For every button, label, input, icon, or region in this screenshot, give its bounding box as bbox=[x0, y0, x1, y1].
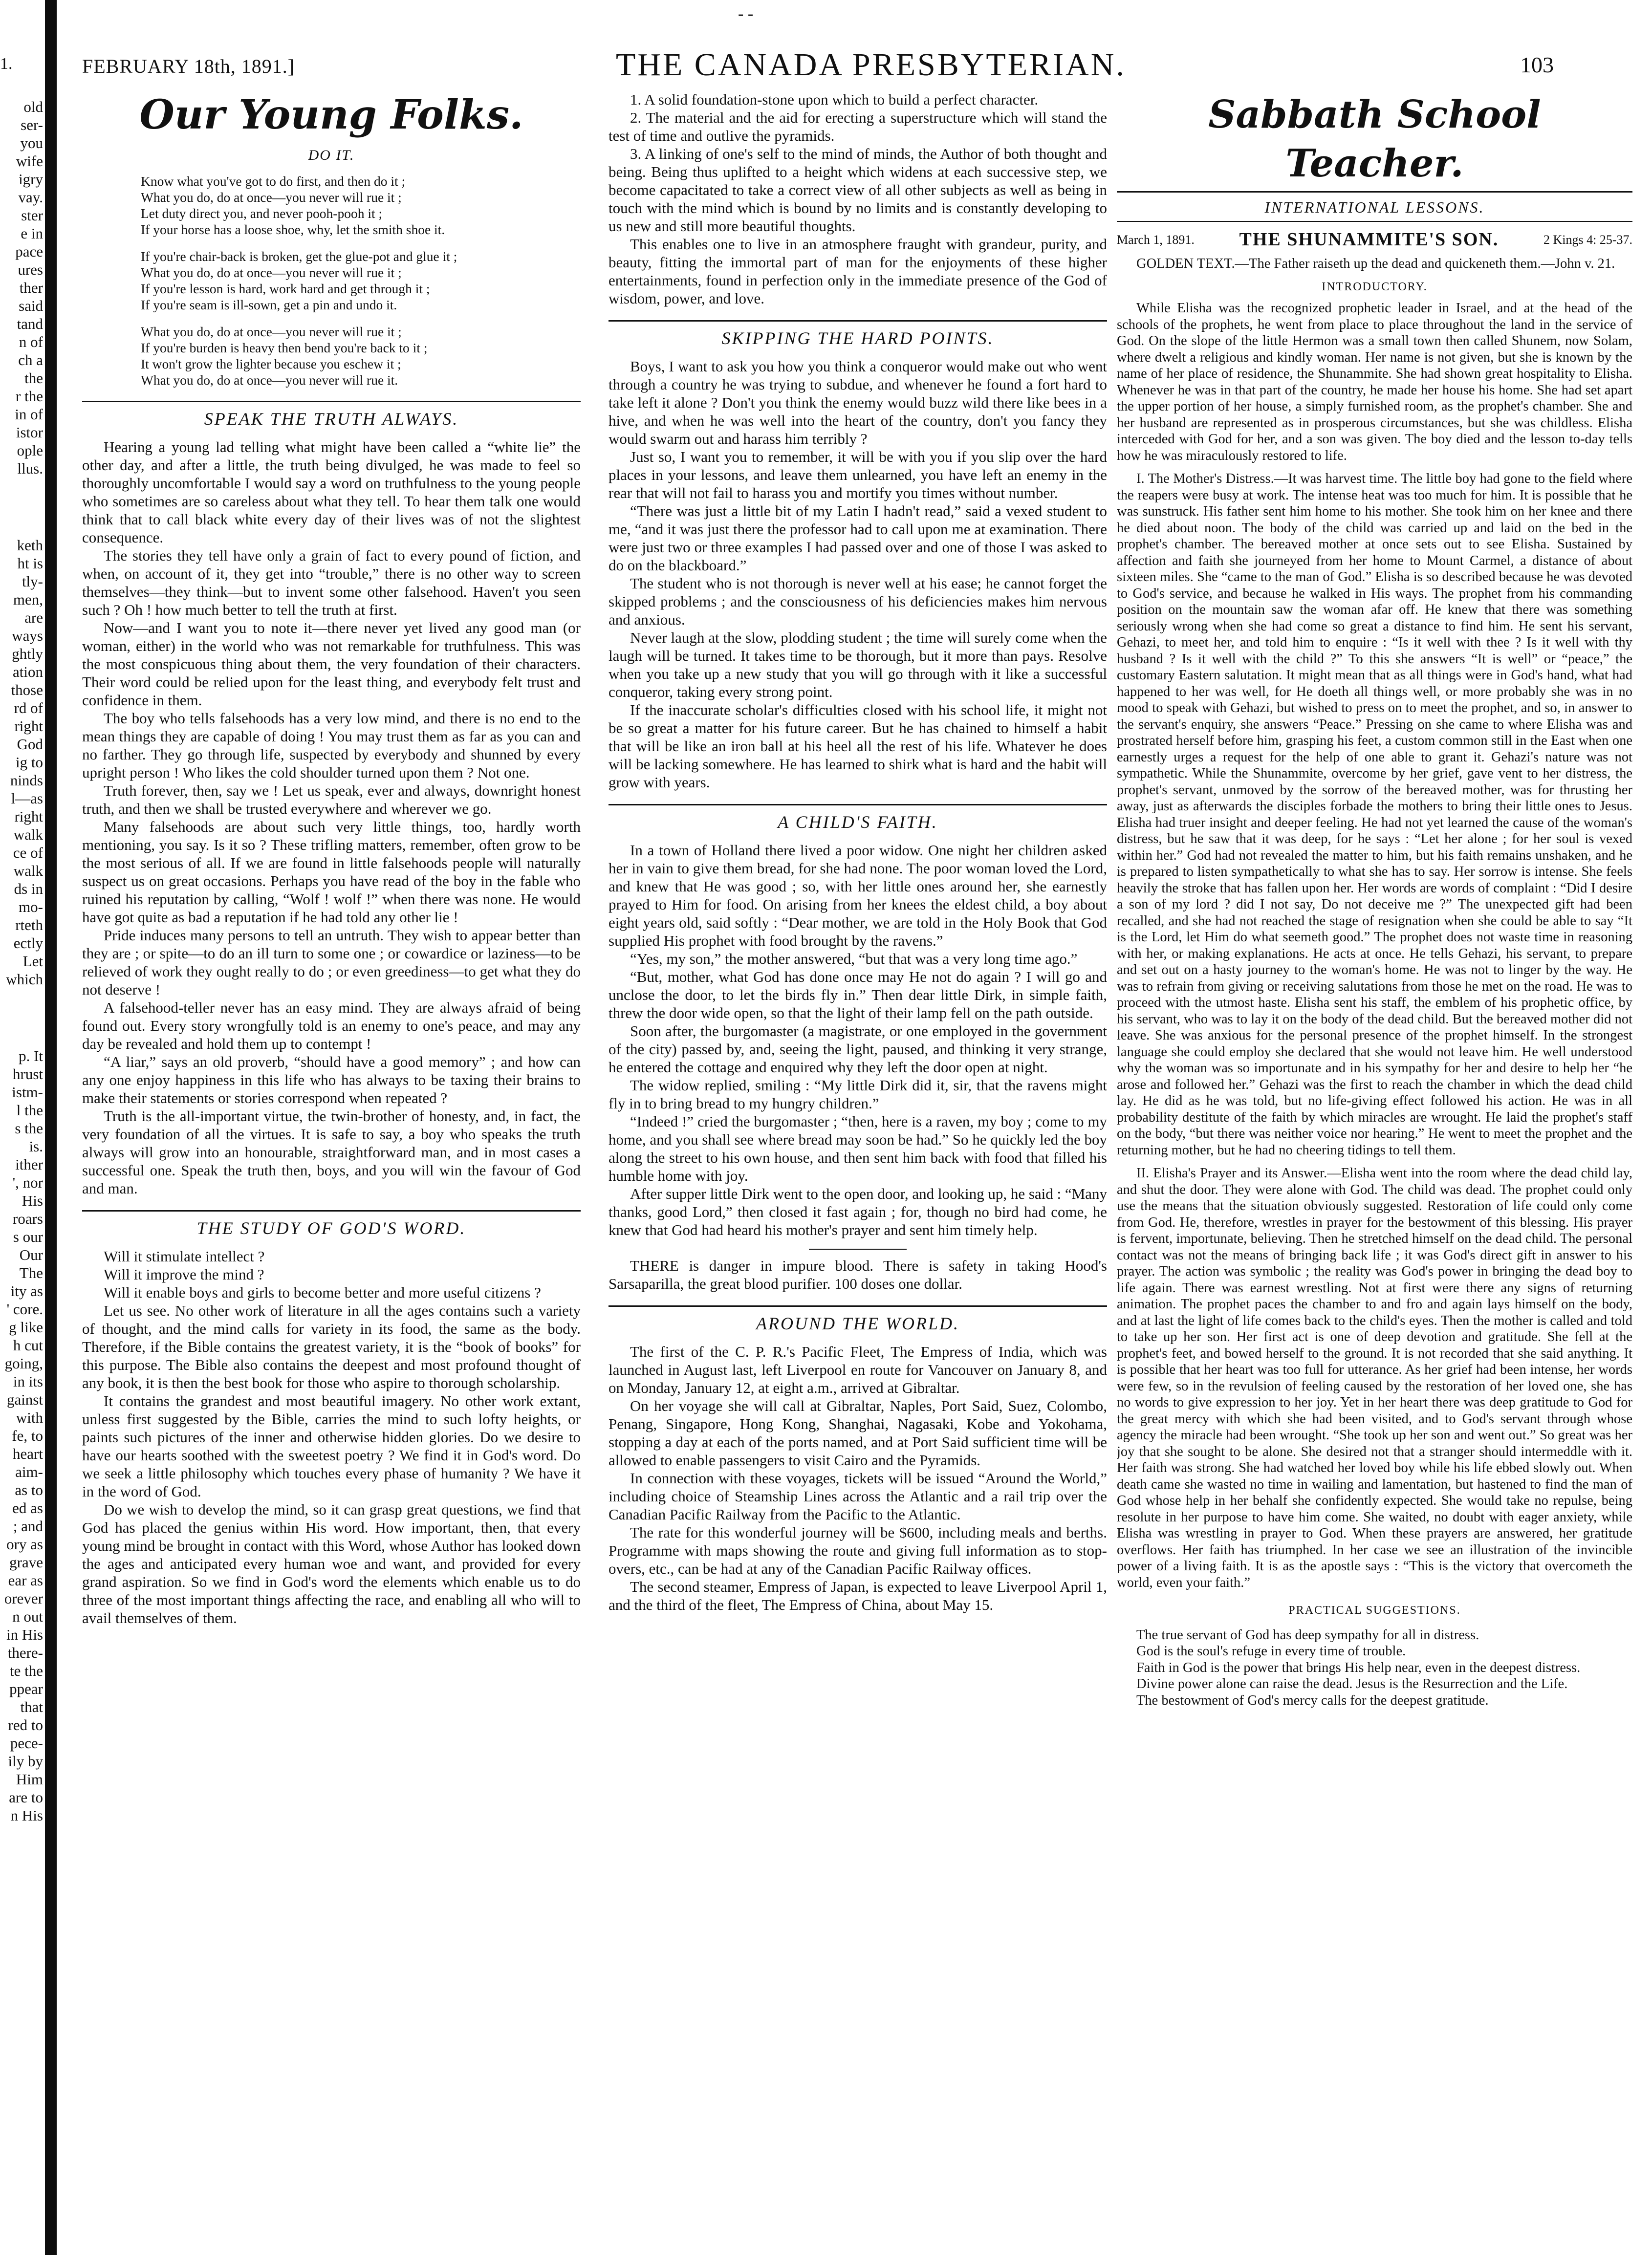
fragment-line: n out bbox=[12, 1608, 43, 1625]
article-title-childs-faith: A CHILD'S FAITH. bbox=[609, 804, 1107, 831]
fragment-line: there- bbox=[7, 1644, 43, 1661]
fragment-line: pece- bbox=[10, 1735, 43, 1752]
suggestion-item: The true servant of God has deep sympathy for all in distress. bbox=[1136, 1627, 1479, 1643]
fragment-group-1 bbox=[0, 98, 43, 477]
lesson-title: THE SHUNAMMITE'S SON. bbox=[1239, 229, 1499, 250]
fragment-line: with bbox=[16, 1409, 43, 1426]
lesson-date: March 1, 1891. bbox=[1117, 232, 1195, 247]
fragment-line: wife bbox=[16, 152, 43, 170]
fragment-line: ily by bbox=[8, 1753, 43, 1770]
fragment-line: ectly bbox=[13, 934, 43, 952]
paragraph: This enables one to live in an atmosphere fraught with grandeur, purity, and beauty, fitting the immortal part of man for the enjoyments of these higher entertainments, found in perfection only in the immediate presence of the God of wisdom, power, and love. bbox=[609, 236, 1107, 307]
fragment-line: Our bbox=[19, 1246, 43, 1263]
article-title-speak-truth: SPEAK THE TRUTH ALWAYS. bbox=[82, 401, 581, 428]
fragment-line: ch a bbox=[18, 351, 43, 369]
fragment-line: the bbox=[24, 369, 43, 387]
paragraph: Do we wish to develop the mind, so it can grasp great questions, we find that God has placed the genius within His word. How important, then, that every young mind be brought in contact with this Word, whose Author has looked down the ages and anticipated every human woe and want, and provided for every grand aspiration. So we find in God's word the elements which enable us to do three of the most important things affecting the race, and enabling all who will to avail themselves of them. bbox=[82, 1501, 581, 1626]
paragraph: A falsehood-teller never has an easy mind. They are always afraid of being found out. Every story wrongfully told is an enemy to one's peace, and may any day be revealed and hold them up to contempt ! bbox=[82, 999, 581, 1052]
paragraph: The first of the C. P. R.'s Pacific Fleet, The Empress of India, which was launched in August last, left Liverpool en route for Vancouver on January 8, and on Monday, January 12, at eight a.m., arrived at Gibraltar. bbox=[609, 1343, 1107, 1396]
fragment-line: g like bbox=[9, 1319, 43, 1336]
suggestion-item: Faith in God is the power that brings His help near, even in the deepest distress. bbox=[1136, 1660, 1581, 1675]
section-heading-sabbath-school: Sabbath School Teacher. bbox=[1117, 90, 1632, 193]
page-number: 103 bbox=[1520, 52, 1554, 77]
fragment-line: tand bbox=[17, 315, 43, 332]
fragment-line: walk bbox=[13, 826, 43, 843]
fragment-line: Let bbox=[22, 953, 43, 970]
introductory-paragraph: While Elisha was the recognized prophetic leader in Israel, and at the head of the schools of the prophets, he went from place to place throughout the land in the service of God. On the slope of the little Hermon was a small town then called Shunem, now Solam, where dwelt a religious and kindly woman. Her name is not given, but she is known by the name of her place of residence, the Shunammite. She had shown great hospitality to Elisha. Whenever he was in that part of the country, he made her house his home. She had set apart the upper portion of her house, a simply furnished room, as the prophet's chamber. She and her husband are represented as in prosperous circumstances, but she was childless. Elisha interceded with God for her, and a son was given. The boy died and the lesson to-day tells how he was miraculously restored to life. bbox=[1117, 301, 1632, 463]
poem-stanza: What you do, do at once—you never will rue it ; If you're burden is heavy then bend you're back to it ; It won't grow the lighter because you eschew it ; What you do, do at once—you never will rue it. bbox=[141, 324, 428, 388]
fragment-line: ways bbox=[12, 627, 43, 644]
list-item: 1. A solid foundation-stone upon which to build a perfect character. bbox=[630, 91, 1039, 108]
fragment-line: ople bbox=[17, 442, 43, 459]
paragraph: Never laugh at the slow, plodding student ; the time will surely come when the laugh will be turned. It takes time to be thorough, but it more than pays. Resolve when you take up a new study that you will go through with it like a successful conqueror, taking every strong point. bbox=[609, 629, 1107, 700]
paragraph: The boy who tells falsehoods has a very low mind, and there is no end to the mean things they are capable of doing ! You may trust them as far as you can and no farther. They go through life, suspected by everybody and shunned by every upright person ! Who likes the cold shoulder turned upon them ? Not one. bbox=[82, 710, 581, 781]
fragment-line: l the bbox=[16, 1102, 43, 1119]
fragment-line: llus. bbox=[17, 460, 43, 477]
paragraph: It contains the grandest and most beautiful imagery. No other work extant, unless first suggested by the Bible, carries the mind to such lofty heights, or paints such pictures of the inner and otherwise hidden glories. Do we desire to have our hearts soothed with the sweetest poetry ? We find it in God's word. Do we seek a little philosophy which touches every phase of humanity ? We have it in the word of God. bbox=[82, 1392, 581, 1500]
advertisement: THERE is danger in impure blood. There is safety in taking Hood's Sarsaparilla, the great blood purifier. 100 doses one dollar. bbox=[609, 1257, 1107, 1292]
lesson-header bbox=[1117, 229, 1632, 250]
fragment-line: men, bbox=[13, 591, 43, 608]
paragraph: The stories they tell have only a grain of fact to every pound of fiction, and when, on account of it, they get into “trouble,” there is no other way to screen themselves—they think—but to invent some other falsehood. Haven't you seen such ? Oh ! how much better to tell the truth at first. bbox=[82, 547, 581, 618]
fragment-line: right bbox=[14, 717, 43, 735]
paragraph: Many falsehoods are about such very little things, too, hardly worth mentioning, you say. Is it so ? These trifling matters, remember, often grow to be the most serious of all. If we are found in little falsehoods people will naturally suspect us on great occasions. Perhaps you have read of the boy in the fable who ruined his reputation by calling, “Wolf ! wolf !” when there was none. He would have got quite as bad a reputation if he had told any other lie ! bbox=[82, 818, 581, 926]
question-list bbox=[82, 1247, 581, 1301]
paragraph: The widow replied, smiling : “My little Dirk did it, sir, that the ravens might fly in to bring bread to my hungry children.” bbox=[609, 1077, 1107, 1112]
article-body-hard-points bbox=[609, 357, 1107, 791]
paragraph: “But, mother, what God has done once may He not do again ? I will go and unclose the door, to let the birds fly in.” Then dear little Dirk, in simple faith, threw the door wide open, so that the light of their lamp fell on the path outside. bbox=[609, 968, 1107, 1021]
fragment-line: aim- bbox=[15, 1463, 43, 1480]
fragment-line: h cut bbox=[13, 1337, 43, 1354]
suggestion-item: The bestowment of God's mercy calls for the deepest gratitude. bbox=[1136, 1692, 1489, 1708]
fragment-line: vay. bbox=[18, 189, 43, 206]
newspaper-title: THE CANADA PRESBYTERIAN. bbox=[616, 47, 1126, 83]
paragraph: Boys, I want to ask you how you think a conqueror would make out who went through a country he was trying to subdue, and whenever he found a fort hard to take left it alone ? Don't you think the enemy would buzz wild there like bees in a hive, and when he was well into the heart of the country, don't you fancy they would swarm out and harass him terribly ? bbox=[609, 358, 1107, 447]
fragment-group-2 bbox=[0, 536, 43, 988]
fragment-line: l—as bbox=[11, 790, 43, 807]
golden-text: GOLDEN TEXT.—The Father raiseth up the dead and quickeneth them.—John v. 21. bbox=[1136, 256, 1615, 271]
fragment-line: God bbox=[17, 736, 43, 753]
fragment-line: ed as bbox=[12, 1499, 43, 1517]
paragraph: Soon after, the burgomaster (a magistrate, or one employed in the government of the city) passed by, and, seeing the light, paused, and thinking it very strange, he entered the cottage and enquired why they left the door open at night. bbox=[609, 1022, 1107, 1076]
fragment-line: as to bbox=[15, 1481, 43, 1498]
article-body-around-world bbox=[609, 1343, 1107, 1614]
paragraph: After supper little Dirk went to the open door, and looking up, he said : “Many thanks, good Lord,” then closed it fast again ; for, though no bird had come, he knew that God had heard his mother's prayer and sent him timely help. bbox=[609, 1185, 1107, 1238]
question-item: Will it enable boys and girls to become better and more useful citizens ? bbox=[104, 1284, 541, 1301]
previous-page-fragment bbox=[0, 98, 43, 2238]
fragment-line: s our bbox=[13, 1228, 43, 1245]
fragment-line: gainst bbox=[6, 1391, 43, 1408]
suggestion-item: God is the soul's refuge in every time of trouble. bbox=[1136, 1644, 1406, 1659]
introductory-heading: INTRODUCTORY. bbox=[1322, 280, 1428, 293]
fragment-line: right bbox=[14, 808, 43, 825]
fragment-line: ' core. bbox=[6, 1301, 43, 1318]
fragment-line: ity as bbox=[10, 1282, 43, 1300]
column-young-folks bbox=[82, 90, 581, 2241]
fragment-line: said bbox=[19, 297, 43, 314]
list-item: 3. A linking of one's self to the mind of minds, the Author of both thought and being. Being thus uplifted to a height which widens at each successive step, we become capacitated to take a correct view of all other subjects as well as being in touch with the mind which is bound by no limits and is constantly developing to us new and still more beautiful thoughts. bbox=[609, 145, 1107, 235]
paragraph: “There was just a little bit of my Latin I hadn't read,” said a vexed student to me, “and it was just there the professor had to call upon me at examination. There were just two or three examples I had passed over and one of those I was asked to do on the blackboard.” bbox=[609, 502, 1107, 574]
binding-gutter bbox=[45, 0, 57, 2255]
fragment-line: pace bbox=[15, 243, 43, 260]
paragraph: “Yes, my son,” the mother answered, “but that was a very long time ago.” bbox=[630, 950, 1078, 967]
fragment-line: igry bbox=[19, 171, 43, 188]
fragment-line: p. It bbox=[19, 1047, 43, 1064]
fragment-line: hrust bbox=[13, 1065, 43, 1083]
paragraph: Truth is the all-important virtue, the twin-brother of honesty, and, in fact, the very foundation of all the virtues. It is safe to say, a boy who speaks the truth always will grow into an honourable, straightforward man, and in most cases a successful one. Speak the truth then, boys, and you will win the favour of God and man. bbox=[82, 1107, 581, 1197]
poem-stanza: Know what you've got to do first, and then do it ; What you do, do at once—you never will rue it ; Let duty direct you, and never pooh-pooh it ; If your horse has a loose shoe, why, let the smith shoe it. bbox=[141, 173, 445, 237]
column-middle bbox=[609, 90, 1107, 2241]
fragment-line: you bbox=[20, 134, 43, 152]
lesson-part-2: II. Elisha's Prayer and its Answer.—Elisha went into the room where the dead child lay, and shut the door. They were alone with God. The child was dead. The prophet could only use the means that the situation obviously suggested. Restoration of life could only come from God. He, therefore, wrestles in prayer for the bestowment of this blessing. His prayer is fervent, importunate, believing. Then he stretched himself on the dead child. The personal contact was not the means of bringing back life ; it was God's direct gift in answer to his prayer. The action was symbolic ; the reality was God's power in bringing the dead boy to life again. There was earnest wrestling. Not at first were there any signs of returning animation. The prophet paces the chamber to and fro and again lays himself on the body, and at last the light of life comes back to the child's eyes. Then the mother is called and told to take up her son. Her first act is one of deep devotion and gratitude. She fell at the prophet's feet, and bowed herself to the ground. It is not recorded that she said anything. It is possible that her heart was too full for utterance. As her grief had been intense, her words were few, so in the revulsion of feeling caused by the restoration of her loved one, she has no words to give expression to her joy. Yet in her heart there was deep gratitude to God for the great mercy with which she had been visited, and to God's servant through whose agency the miracle had been wrought. “She took up her son and went out.” So great was her joy that she sought to be alone. She desired not that a stranger should intermeddle with it. Her faith was strong. She had watched her loved boy while his life ebbed slowly out. When death came she wasted no time in wailing and lamentation, but hastened to find the man of God whose help in her behalf she confidently expected. She would take no repulse, being resolute in her purpose to have him come. She waited, no doubt with eager anxiety, while Elisha was wrestling in prayer to God. When these prayers are answered, her gratitude overflows. Her faith has triumphed. In her case we see an illustration of the invincible power of a living faith. It is as the apostle says : “This is the victory that overcometh the world, even your faith.” bbox=[1117, 1166, 1632, 1590]
fragment-line: mo- bbox=[19, 898, 43, 915]
fragment-line: His bbox=[22, 1192, 43, 1209]
fragment-line: tly- bbox=[22, 573, 43, 590]
fragment-line: ear as bbox=[8, 1572, 43, 1589]
fragment-line: in its bbox=[13, 1373, 43, 1390]
fragment-line: grave bbox=[9, 1554, 43, 1571]
paragraph: The second steamer, Empress of Japan, is expected to leave Liverpool April 1, and the third of the fleet, The Empress of China, about May 15. bbox=[609, 1578, 1107, 1613]
fragment-line: that bbox=[20, 1698, 43, 1715]
paragraph: “A liar,” says an old proverb, “should have a good memory” ; and how can any one enjoy happiness in this life who has always to be taxing their brains to make their statements or stories correspond when repeated ? bbox=[82, 1053, 581, 1106]
fragment-line: The bbox=[19, 1264, 43, 1281]
fragment-line: ds in bbox=[14, 880, 43, 897]
poem bbox=[82, 173, 581, 388]
suggestions-list bbox=[1117, 1627, 1632, 1709]
fragment-line: n His bbox=[10, 1807, 43, 1824]
numbered-list bbox=[609, 90, 1107, 235]
paragraph: In connection with these voyages, tickets will be issued “Around the World,” including choice of Steamship Lines across the Atlantic and a rail trip over the Canadian Pacific Railway from the Pacific to the Atlantic. bbox=[609, 1470, 1107, 1523]
fragment-line: ig to bbox=[16, 754, 43, 771]
fragment-line: ', nor bbox=[12, 1174, 43, 1191]
paragraph: “Indeed !” cried the burgomaster ; “then, here is a raven, my boy ; come to my home, and you shall see where bread may soon be had.” So he quickly led the boy along the street to his own house, and then sent him back with food that filled his humble home with joy. bbox=[609, 1113, 1107, 1184]
paragraph: Just so, I want you to remember, it will be with you if you slip over the hard places in your lessons, and leave them unlearned, you have left an enemy in the rear that will not fail to harass you and mortify you times without number. bbox=[609, 448, 1107, 501]
fragment-line: ht is bbox=[17, 555, 43, 572]
fragment-line: is. bbox=[29, 1138, 43, 1155]
fragment-line: r the bbox=[16, 388, 43, 405]
column-sabbath-school bbox=[1117, 90, 1632, 2241]
fragment-line: are to bbox=[9, 1789, 43, 1806]
poem-title: DO IT. bbox=[308, 147, 355, 163]
article-title-study-word: THE STUDY OF GOD'S WORD. bbox=[82, 1210, 581, 1237]
fragment-line: those bbox=[11, 681, 43, 698]
article-title-hard-points: SKIPPING THE HARD POINTS. bbox=[609, 320, 1107, 347]
header-mark: - - bbox=[738, 5, 754, 23]
fragment-line: ser- bbox=[21, 116, 43, 133]
paragraph: Hearing a young lad telling what might have been called a “white lie” the other day, and after a little, the truth being divulged, he was made to feel so thoroughly uncomfortable I would say a word on truthfulness to the young people who sometimes are so careless about what they tell. To hear them talk one would think that to call black white every day of their lives was of not the slightest consequence. bbox=[82, 438, 581, 546]
fragment-line: old bbox=[23, 98, 43, 115]
paragraph: Truth forever, then, say we ! Let us speak, ever and always, downright honest truth, and then we shall be trusted everywhere and wherever we go. bbox=[82, 782, 581, 817]
fragment-line: going, bbox=[4, 1355, 43, 1372]
paragraph: Now—and I want you to note it—there never yet lived any good man (or woman, either) in the world who was not remarkable for truthfulness. This was the most conspicuous thing about them, the very foundation of their characters. Their word could be relied upon for the least thing, and everybody felt trust and confidence in them. bbox=[82, 619, 581, 709]
fragment-line: e in bbox=[21, 225, 43, 242]
fragment-line: rd of bbox=[14, 699, 43, 716]
question-item: Will it stimulate intellect ? bbox=[104, 1248, 265, 1265]
paragraph: The student who is not thorough is never well at his ease; he cannot forget the skipped problems ; and the consciousness of his deficiencies makes him nervous and anxious. bbox=[609, 575, 1107, 628]
fragment-line: ce of bbox=[13, 844, 43, 861]
fragment-line: are bbox=[24, 609, 43, 626]
fragment-line: ppear bbox=[9, 1680, 43, 1697]
question-item: Will it improve the mind ? bbox=[104, 1266, 264, 1283]
poem-stanza: If you're chair-back is broken, get the glue-pot and glue it ; What you do, do at once—you never will rue it ; If you're lesson is hard, work hard and get through it ; If you're seam is ill-sown, get a pin and undo it. bbox=[141, 249, 457, 312]
suggestion-item: Divine power alone can raise the dead. Jesus is the Resurrection and the Life. bbox=[1136, 1676, 1568, 1691]
fragment-line: red to bbox=[8, 1716, 43, 1734]
paragraph: On her voyage she will call at Gibraltar, Naples, Port Said, Suez, Colombo, Penang, Singapore, Hong Kong, Shanghai, Nagasaki, Kobe and Yokohama, stopping a day at each of the ports named, and at Port Said sufficient time will be allowed to enable passengers to visit Cairo and the Pyramids. bbox=[609, 1397, 1107, 1469]
fragment-line: walk bbox=[13, 862, 43, 879]
fragment-line: fe, to bbox=[12, 1427, 43, 1444]
paragraph: In a town of Holland there lived a poor widow. One night her children asked her in vain to give them bread, for she had none. The poor woman loved the Lord, and knew that He was good ; so, with her little ones around her, she earnestly prayed to Him for food. On arising from her knees the eldest child, a boy about eight years old, said softly : “Dear mother, we are told in the Holy Book that God supplied His prophet with food brought by the ravens.” bbox=[609, 842, 1107, 949]
fragment-line: ory as bbox=[6, 1536, 43, 1553]
section-heading-young-folks: Our Young Folks. bbox=[139, 91, 523, 138]
paragraph: Let us see. No other work of literature in all the ages contains such a variety of thought, and the mind calls for variety in its food, the same as the body. Therefore, if the Bible contains the greatest variety, it is the “book of books” for this purpose. The Bible also contains the deepest and most profound thought of any book, it is then the best book for those who aspire to thorough scholarship. bbox=[82, 1302, 581, 1391]
fragment-line: ation bbox=[13, 663, 43, 680]
article-body-speak-truth bbox=[82, 438, 581, 1197]
fragment-line: in of bbox=[15, 406, 43, 423]
article-title-around-world: AROUND THE WORLD. bbox=[609, 1305, 1107, 1333]
fragment-line: rteth bbox=[15, 916, 43, 933]
fragment-line: Him bbox=[16, 1771, 43, 1788]
fragment-line: s the bbox=[15, 1120, 43, 1137]
list-item: 2. The material and the aid for erecting a superstructure which will stand the test of time and outlive the pyramids. bbox=[609, 109, 1107, 144]
edge-marker: 1. bbox=[0, 55, 13, 73]
fragment-line: n of bbox=[19, 333, 43, 350]
fragment-line: istm- bbox=[12, 1084, 43, 1101]
paragraph: Pride induces many persons to tell an untruth. They wish to appear better than they are ; or spite—to do an ill turn to some one ; or cowardice or laziness—to be relieved of work they ought really to do ; or even greediness—to get what they do not deserve ! bbox=[82, 927, 581, 998]
international-lessons-heading: INTERNATIONAL LESSONS. bbox=[1117, 199, 1632, 222]
lesson-part-1: I. The Mother's Distress.—It was harvest time. The little boy had gone to the field where the reapers were busy at work. The intense heat was too much for him. It is possible that he was sunstruck. His father sent him home to his mother. She took him on her knee and there he died about noon. The body of the child was carried up and laid on the bed in the prophet's chamber. The bereaved mother at once sets out to see Elisha. Sustained by affection and faith she journeyed from her home to Mount Carmel, a distance of about sixteen miles. She “came to the man of God.” Elisha is so described because he was devoted to God's service, and because he walked in His ways. The prophet from his commanding position on the mountain saw the woman afar off. He knew that there was something seriously wrong when she had come so great a distance to find him. He sent his servant, Gehazi, to meet her, and told him to enquire : “Is it well with thee ? Is it well with thy husband ? Is it well with the child ?” To this she answers “It is well” or “peace,” the customary Eastern salutation. It might mean that as all things were in God's hand, what had happened to her was well, for He doeth all things well, or more probably she was in no mood to speak with Gehazi, but wished to press on to meet the prophet, and so, in answer to the servant's enquiry, she answers “Peace.” Pressing on she came to where Elisha was and prostrated herself before him, grasping his feet, a custom common still in the East when one earnestly urges a request for the help of one able to grant it. Gehazi's nature was not sympathetic. While the Shunammite, overcome by her grief, gave vent to her distress, the prophet's servant, unmoved by the sorrow of the bereaved mother, was for thrusting her away, just as afterwards the disciples forbade the mothers to bring their little ones to Jesus. Elisha had truer insight and deeper feeling. He had not yet learned the cause of the woman's distress, but he saw that it was deep, for he says : “Let her alone ; for her soul is vexed within her.” God had not revealed the matter to him, but his faith remains unshaken, and he is prepared to listen sympathetically to what she has to say. Her sorrow is intense. She feels heavily the stroke that has fallen upon her. Her words are words of complaint : “Did I desire a son of my lord ? did I not say, Do not deceive me ?” The unexpected gift had been recalled, and she had not reached the stage of resignation when she could be able to say “It is the Lord, let Him do what seemeth good.” The prophet does not waste time in reasoning with her, or making explanations. He acts at once. He tells Gehazi, his servant, to prepare and set out on a hasty journey to the woman's home. He was not to linger by the way. He was to refrain from giving or receiving salutations from those he met on the road. He was to proceed with the utmost haste. Elisha sent his staff, the emblem of his prophetic office, by his servant, who was to lay it on the body of the dead child. But the bereaved mother did not leave. She was anxious for the personal presence of the prophet himself. In the strongest language she could employ she declared that she would not leave him. He well understood why the woman was so importunate and in his sympathy for her and desire to help her “he arose and followed her.” Gehazi was the first to reach the chamber in which the dead child lay. He did as he was told, but no life-giving effect followed his action. He was in all probability destitute of the faith by which miracles are wrought. He laid the prophet's staff on the body, “but there was neither voice nor hearing.” He went to meet the prophet and the returning mother, but he had no cheering tidings to tell them. bbox=[1117, 471, 1632, 1158]
fragment-line: istor bbox=[16, 424, 43, 441]
fragment-line: ghtly bbox=[12, 645, 43, 662]
article-body-childs-faith bbox=[609, 841, 1107, 1239]
fragment-line: ures bbox=[18, 261, 43, 278]
fragment-line: ther bbox=[19, 279, 43, 296]
fragment-line: heart bbox=[13, 1445, 43, 1462]
fragment-line: ninds bbox=[10, 772, 43, 789]
fragment-line: in His bbox=[6, 1626, 43, 1643]
paragraph: The rate for this wonderful journey will be $600, including meals and berths. Programme with maps showing the route and giving full information as to stop-overs, etc., can be had at any of the Canadian Pacific Railway offices. bbox=[609, 1524, 1107, 1577]
lesson-reference: 2 Kings 4: 25-37. bbox=[1543, 232, 1632, 247]
fragment-line: ither bbox=[15, 1156, 43, 1173]
fragment-line: ; and bbox=[13, 1518, 43, 1535]
paragraph: If the inaccurate scholar's difficulties closed with his school life, it might not be so great a matter for his future career. But he has chained to himself a habit that will be like an iron ball at his heel all the rest of his life. Whatever he does will be lacking somewhere. He has learned to shirk what is hard and the habit will grow with years. bbox=[609, 701, 1107, 791]
fragment-group-3 bbox=[0, 1047, 43, 1824]
article-body-study-word bbox=[82, 1301, 581, 1627]
fragment-line: te the bbox=[10, 1662, 43, 1679]
fragment-line: keth bbox=[17, 537, 43, 554]
fragment-line: orever bbox=[4, 1590, 43, 1607]
fragment-line: roars bbox=[13, 1210, 43, 1227]
fragment-line: ster bbox=[21, 207, 43, 224]
header-date: FEBRUARY 18th, 1891.] bbox=[82, 55, 295, 77]
fragment-line: which bbox=[6, 971, 43, 988]
practical-suggestions-heading: PRACTICAL SUGGESTIONS. bbox=[1288, 1604, 1461, 1617]
